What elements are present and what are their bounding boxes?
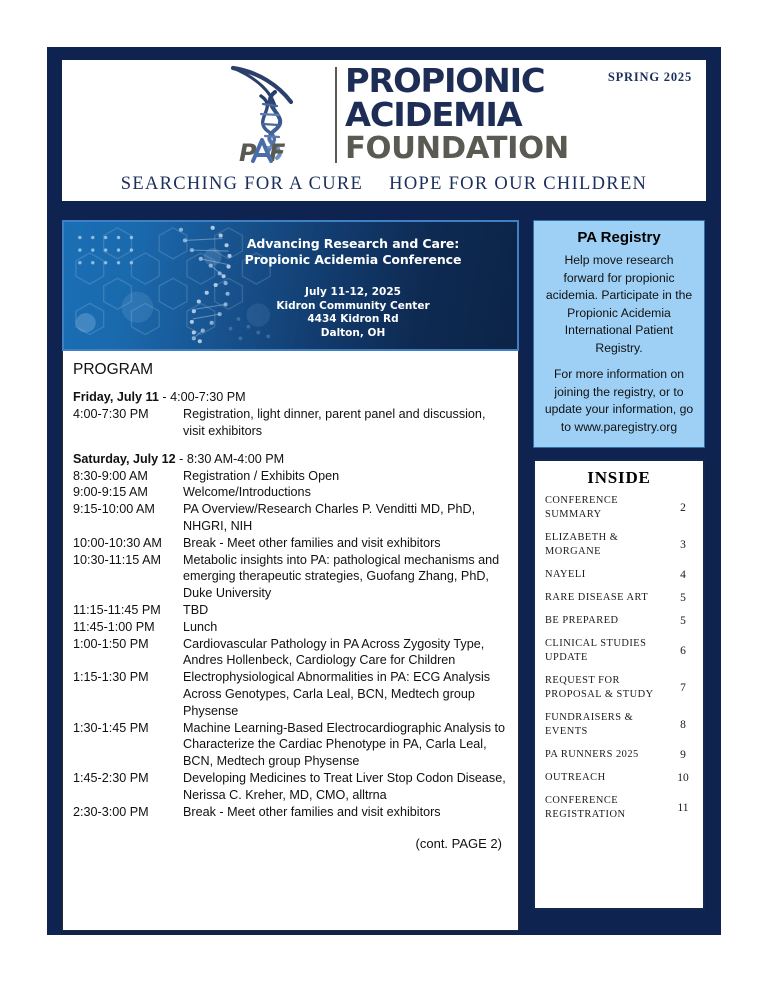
program-section (62, 351, 519, 931)
conference-banner (62, 220, 519, 351)
schedule-day-hours: - 8:30 AM-4:00 PM (175, 451, 285, 466)
schedule-time: 1:30-1:45 PM (73, 720, 149, 735)
schedule-time: 1:00-1:50 PM (73, 636, 149, 651)
conference-city-state: Dalton, OH (320, 326, 386, 339)
org-name-line-3: FOUNDATION (345, 131, 569, 166)
org-name-line-1: PROPIONIC (345, 61, 545, 100)
banner-title-line-2: Propionic Acidemia Conference (244, 252, 462, 267)
tagline (62, 168, 706, 201)
schedule-time: 11:15-11:45 PM (73, 602, 161, 617)
toc-entry[interactable] (545, 591, 693, 605)
toc-entry-label: PA RUNNERS 2025 (545, 749, 639, 760)
schedule-row (73, 501, 508, 535)
toc-entry-label: OUTREACH (545, 772, 606, 783)
tagline-left: SEARCHING FOR A CURE (120, 174, 364, 194)
schedule-time: 10:00-10:30 AM (73, 535, 162, 550)
schedule-description: Registration, light dinner, parent panel and discussion, visit exhibitors (183, 407, 486, 438)
left-column (62, 220, 519, 931)
schedule-row (73, 602, 508, 619)
toc-entry-page: 11 (677, 802, 689, 814)
schedule-description: TBD (183, 602, 209, 617)
schedule-description: Cardiovascular Pathology in PA Across Zygosity Type, Andres Hollenbeck, Cardiology Care for Children (183, 636, 485, 668)
toc-list (545, 494, 693, 822)
inside-title: INSIDE (587, 468, 651, 487)
schedule-row (73, 804, 508, 821)
program-heading: PROGRAM (73, 361, 154, 378)
banner-title-block (203, 236, 503, 268)
schedule-description: Developing Medicines to Treat Liver Stop Codon Disease, Nerissa C. Kreher, MD, CMO, alltrna (183, 770, 506, 802)
toc-entry[interactable] (545, 674, 693, 702)
schedule-description: Welcome/Introductions (183, 485, 311, 500)
toc-entry-page: 8 (680, 719, 686, 731)
toc-entry-page: 4 (680, 569, 686, 581)
banner-title-line-1: Advancing Research and Care: (246, 236, 460, 251)
toc-entry[interactable] (545, 494, 693, 522)
toc-entry-label: CONFERENCE SUMMARY (545, 495, 619, 520)
organization-logo (217, 62, 647, 168)
schedule-time: 9:00-9:15 AM (73, 485, 148, 500)
registry-title: PA Registry (577, 229, 661, 246)
schedule-description: Machine Learning-Based Electrocardiographic Analysis to Characterize the Cardiac Phenotype in PA, Carla Leal, BCN, Medtech group Physense (183, 720, 506, 769)
issue-date: SPRING 2025 (607, 70, 692, 84)
schedule-day-heading (73, 390, 508, 404)
schedule-time: 2:30-3:00 PM (73, 804, 149, 819)
schedule-row (73, 484, 508, 501)
schedule-time: 9:15-10:00 AM (73, 502, 155, 517)
toc-entry[interactable] (545, 568, 693, 582)
toc-entry-label: REQUEST FOR PROPOSAL & STUDY (545, 675, 654, 700)
conference-address: 4434 Kidron Rd (307, 313, 399, 325)
schedule-time: 1:15-1:30 PM (73, 670, 149, 685)
schedule-time: 10:30-11:15 AM (73, 552, 161, 567)
continuation-note: (cont. PAGE 2) (415, 836, 502, 852)
schedule-day-name: Friday, July 11 (73, 390, 159, 404)
schedule-time: 11:45-1:00 PM (73, 619, 155, 634)
schedule-description: Break - Meet other families and visit exhibitors (183, 804, 441, 819)
schedule-day-hours: - 4:00-7:30 PM (158, 390, 246, 404)
toc-entry-label: RARE DISEASE ART (545, 592, 649, 603)
organization-name (345, 61, 569, 166)
toc-entry[interactable] (545, 637, 693, 665)
schedule-description: Registration / Exhibits Open (183, 468, 340, 483)
toc-entry-label: BE PREPARED (545, 615, 619, 626)
toc-entry-page: 2 (680, 502, 686, 514)
schedule-day-heading (73, 452, 508, 466)
registry-paragraph-1: Help move research forward for propionic acidemia. Participate in the Propionic Acidemia International Patient Registry. (545, 253, 693, 355)
banner-details-block (203, 286, 503, 340)
schedule-row (73, 720, 508, 770)
masthead (62, 60, 706, 201)
toc-entry[interactable] (545, 794, 693, 822)
schedule-row (73, 636, 508, 670)
schedule-day-name: Saturday, July 12 (73, 451, 176, 466)
schedule-description: Electrophysiological Abnormalities in PA: ECG Analysis Across Genotypes, Carla Leal, BCN, Medtech group Physense (183, 670, 491, 718)
registry-paragraph-2: For more information on joining the registry, or to update your information, go to www.paregistry.org (544, 367, 694, 434)
schedule-time: 1:45-2:30 PM (73, 770, 149, 785)
toc-entry-label: NAYELI (545, 569, 586, 580)
pa-registry-callout (533, 220, 705, 448)
conference-venue: Kidron Community Center (276, 299, 430, 312)
toc-entry-label: CONFERENCE REGISTRATION (545, 795, 626, 820)
schedule-row (73, 619, 508, 636)
right-column (533, 220, 705, 910)
toc-entry-page: 6 (680, 645, 686, 657)
tagline-right: HOPE FOR OUR CHILDREN (389, 174, 648, 194)
toc-entry-page: 7 (680, 682, 686, 694)
masthead-upper (62, 60, 706, 168)
schedule-time: 4:00-7:30 PM (73, 407, 149, 421)
toc-entry[interactable] (545, 748, 693, 762)
toc-entry[interactable] (545, 771, 693, 785)
schedule-time: 8:30-9:00 AM (73, 468, 148, 483)
toc-entry-label: ELIZABETH & MORGANE (545, 532, 619, 557)
svg-text:F: F (269, 139, 285, 166)
schedule-row (73, 468, 508, 485)
schedule-row (73, 552, 508, 602)
toc-entry-page: 3 (680, 539, 686, 551)
toc-entry-page: 9 (680, 749, 686, 761)
schedule-description: Metabolic insights into PA: pathological mechanisms and emerging therapeutic strategies, Guofang Zhang, PhD, Duke University (183, 552, 500, 601)
toc-entry[interactable] (545, 614, 693, 628)
schedule-row (73, 406, 508, 440)
conference-date: July 11-12, 2025 (305, 286, 401, 298)
svg-text:P: P (239, 139, 256, 166)
schedule-description: PA Overview/Research Charles P. Venditti MD, PhD, NHGRI, NIH (183, 502, 476, 533)
program-schedule (73, 390, 508, 820)
toc-entry[interactable] (545, 711, 693, 739)
toc-entry-page: 5 (680, 592, 686, 604)
toc-entry-page: 10 (677, 772, 689, 784)
schedule-group-gap (73, 440, 508, 449)
org-name-line-2: ACIDEMIA (345, 95, 522, 134)
toc-entry-label: FUNDRAISERS & EVENTS (545, 712, 634, 737)
inside-toc-box (533, 459, 705, 910)
schedule-row (73, 535, 508, 552)
schedule-row (73, 669, 508, 719)
toc-entry[interactable] (545, 531, 693, 559)
dna-helix-logo-icon (217, 62, 329, 166)
schedule-row (73, 770, 508, 804)
logo-divider (335, 67, 337, 163)
toc-entry-page: 5 (680, 615, 686, 627)
toc-entry-label: CLINICAL STUDIES UPDATE (545, 638, 647, 663)
schedule-description: Break - Meet other families and visit exhibitors (183, 535, 441, 550)
schedule-description: Lunch (183, 619, 218, 634)
